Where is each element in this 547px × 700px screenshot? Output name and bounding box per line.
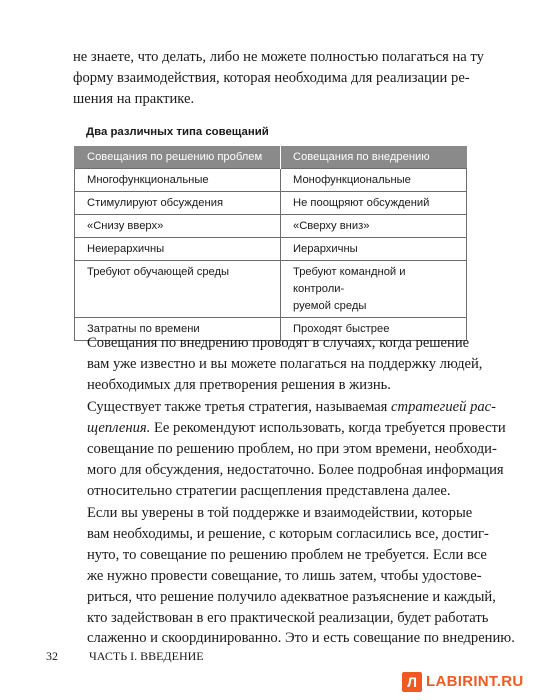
text-line: шения на практике. <box>73 90 195 107</box>
text-line: нуто, то совещание по решению проблем не требуется. Если все <box>87 546 487 563</box>
text-line: риться, что решение получило адекватное разъяснение и каждый, <box>87 588 496 605</box>
table-cell: Требуют обучающей среды <box>75 261 281 318</box>
page-number: 32 <box>46 649 58 663</box>
text-line: слаженно и скоординированно. Это и есть совещание по внедрению. <box>87 630 515 647</box>
text-line: форму взаимодействия, которая необходима для реализации ре- <box>73 69 470 86</box>
text-line: вам необходимы, и решение, с которым согласились все, достиг- <box>87 525 489 542</box>
table-cell: Не поощряют обсуждений <box>281 192 467 215</box>
table-cell <box>281 261 467 318</box>
text-run: Ее рекомендуют использовать, когда требуется провести <box>153 419 506 436</box>
paragraph-implementation <box>73 333 483 396</box>
labirint-watermark <box>402 672 522 694</box>
text-line: совещание по решению проблем, но при этом времени, необходи- <box>87 440 497 457</box>
intro-paragraph <box>73 47 484 110</box>
text-line: необходимых для претворения решения в жизнь. <box>87 376 391 393</box>
italic-term: стратегией рас- <box>391 399 497 415</box>
paragraph-conclusion <box>73 503 515 649</box>
text-line <box>73 418 506 439</box>
text-line: относительно стратегии расщепления представлена далее. <box>87 482 451 499</box>
running-footer: ЧАСТЬ I. ВВЕДЕНИЕ <box>89 649 204 663</box>
watermark-text: LABIRINT.RU <box>426 673 524 690</box>
table-header-row <box>75 146 467 169</box>
paragraph-splitting-strategy <box>73 397 506 502</box>
meeting-types-table <box>74 146 467 341</box>
table-cell: «Сверху вниз» <box>281 215 467 238</box>
table-cell: «Снизу вверх» <box>75 215 281 238</box>
table-row <box>75 261 467 318</box>
column-header: Совещания по решению проблем <box>75 146 281 169</box>
text-line: Если вы уверены в той поддержке и взаимодействии, которые <box>87 505 473 521</box>
table-cell: Проходят быстрее <box>281 318 467 341</box>
text-line <box>73 397 497 418</box>
italic-term: щепления. <box>87 419 151 436</box>
table-row <box>75 192 467 215</box>
table-cell: Иерархичны <box>281 238 467 261</box>
labirint-logo-icon: Л <box>402 672 422 692</box>
cell-line: Требуют командной и контроли- <box>293 266 406 295</box>
text-line: Совещания по внедрению проводят в случаях, когда решение <box>87 335 470 351</box>
table-cell: Многофункциональные <box>75 169 281 192</box>
text-line: мого для обсуждения, недостаточно. Более подробная информация <box>87 461 504 478</box>
table-row <box>75 169 467 192</box>
table-row <box>75 238 467 261</box>
text-line: кто задействован в его практической реализации, будет работать <box>87 609 489 626</box>
table-title: Два различных типа совещаний <box>86 126 269 138</box>
table-row <box>75 215 467 238</box>
text-run: Существует также третья стратегия, называемая <box>87 399 388 415</box>
cell-line: руемой среды <box>293 300 367 312</box>
table-cell: Монофункциональные <box>281 169 467 192</box>
table-cell: Неиерархичны <box>75 238 281 261</box>
text-line: не знаете, что делать, либо не можете полностью полагаться на ту <box>73 49 484 65</box>
table-cell: Стимулируют обсуждения <box>75 192 281 215</box>
text-line: вам уже известно и вы можете полагаться на поддержку людей, <box>87 355 483 372</box>
table-cell: Затратны по времени <box>75 318 281 341</box>
column-header: Совещания по внедрению <box>281 146 467 169</box>
text-line: же нужно провести совещание, то лишь затем, чтобы удостове- <box>87 567 482 584</box>
